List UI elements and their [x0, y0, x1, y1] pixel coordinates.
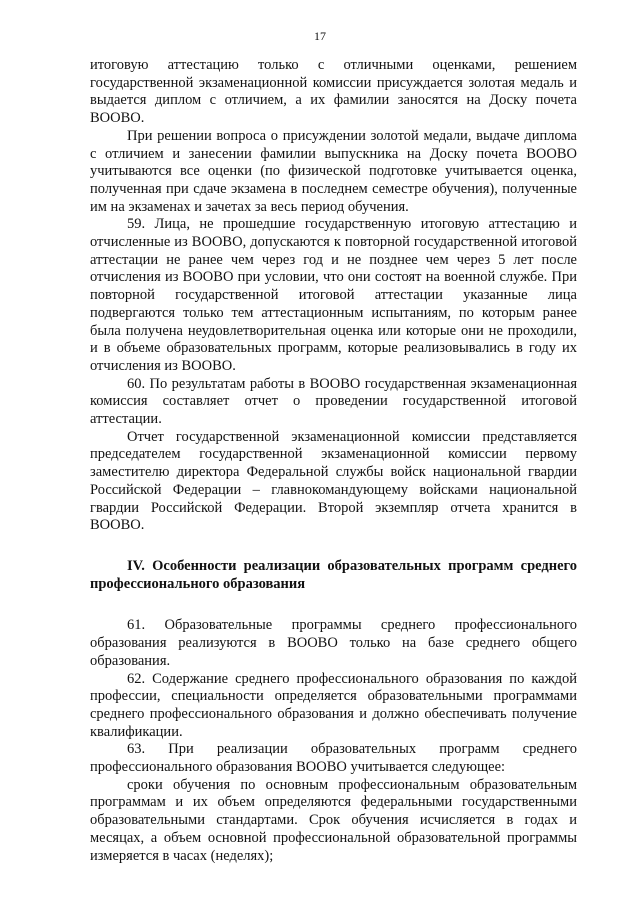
spacer	[90, 593, 577, 617]
page-number: 17	[314, 29, 326, 43]
paragraph-62: 62. Содержание среднего профессионального образования по каждой профессии, специальности определяется образовательными программами среднего профессионального образования и должно обеспечивать получение квалификации.	[90, 670, 577, 740]
section-heading: IV. Особенности реализации образовательных программ среднего профессионального образования	[90, 557, 577, 592]
paragraph-commission-report: Отчет государственной экзаменационной комиссии представляется председателем государственной экзаменационной комиссии первому заместителю директора Федеральной службы войск национальной гвардии Российской Федерации – главнокомандующему войсками национальной гвардии Российской Федерации. Второй экземпляр отчета хранится в ВООВО.	[90, 428, 577, 534]
document-body	[90, 57, 577, 865]
paragraph-study-terms: сроки обучения по основным профессиональным образовательным программам и их объем определяются федеральными государственными образовательными стандартами. Срок обучения исчисляется в годах и месяцах, а объем основной профессиональной образовательной программы измеряется в часах (неделях);	[90, 776, 577, 864]
paragraph-60: 60. По результатам работы в ВООВО государственная экзаменационная комиссия составляет отчет о проведении государственной итоговой аттестации.	[90, 375, 577, 428]
paragraph-61: 61. Образовательные программы среднего профессионального образования реализуются в ВООВО только на базе среднего общего образования.	[90, 617, 577, 669]
paragraph-59: 59. Лица, не прошедшие государственную итоговую аттестацию и отчисленные из ВООВО, допускаются к повторной государственной итоговой аттестации не ранее чем через год и не позднее чем через 5 лет после отчисления из ВООВО при условии, что они состоят на военной службе. При повторной государственной итоговой аттестации указанные лица подвергаются только тем аттестационным испытаниям, по которым ранее была получена неудовлетворительная оценка или которые они не проходили, и в объеме образовательных программ, которые реализовывались в году их отчисления из ВООВО.	[90, 216, 577, 374]
paragraph-gold-medal: При решении вопроса о присуждении золотой медали, выдаче диплома с отличием и занесении фамилии выпускника на Доску почета ВООВО учитываются все оценки (по физической подготовке учитывается оценка, полученная при сдаче экзамена в последнем семестре обучения), полученные им на экзаменах и зачетах за весь период обучения.	[90, 127, 577, 215]
paragraph-63: 63. При реализации образовательных программ среднего профессионального образования ВООВО учитывается следующее:	[90, 741, 577, 776]
paragraph-continuation: итоговую аттестацию только с отличными оценками, решением государственной экзаменационной комиссии присуждается золотая медаль и выдается диплом с отличием, а их фамилии заносятся на Доску почета ВООВО.	[90, 57, 577, 127]
spacer	[90, 535, 577, 558]
